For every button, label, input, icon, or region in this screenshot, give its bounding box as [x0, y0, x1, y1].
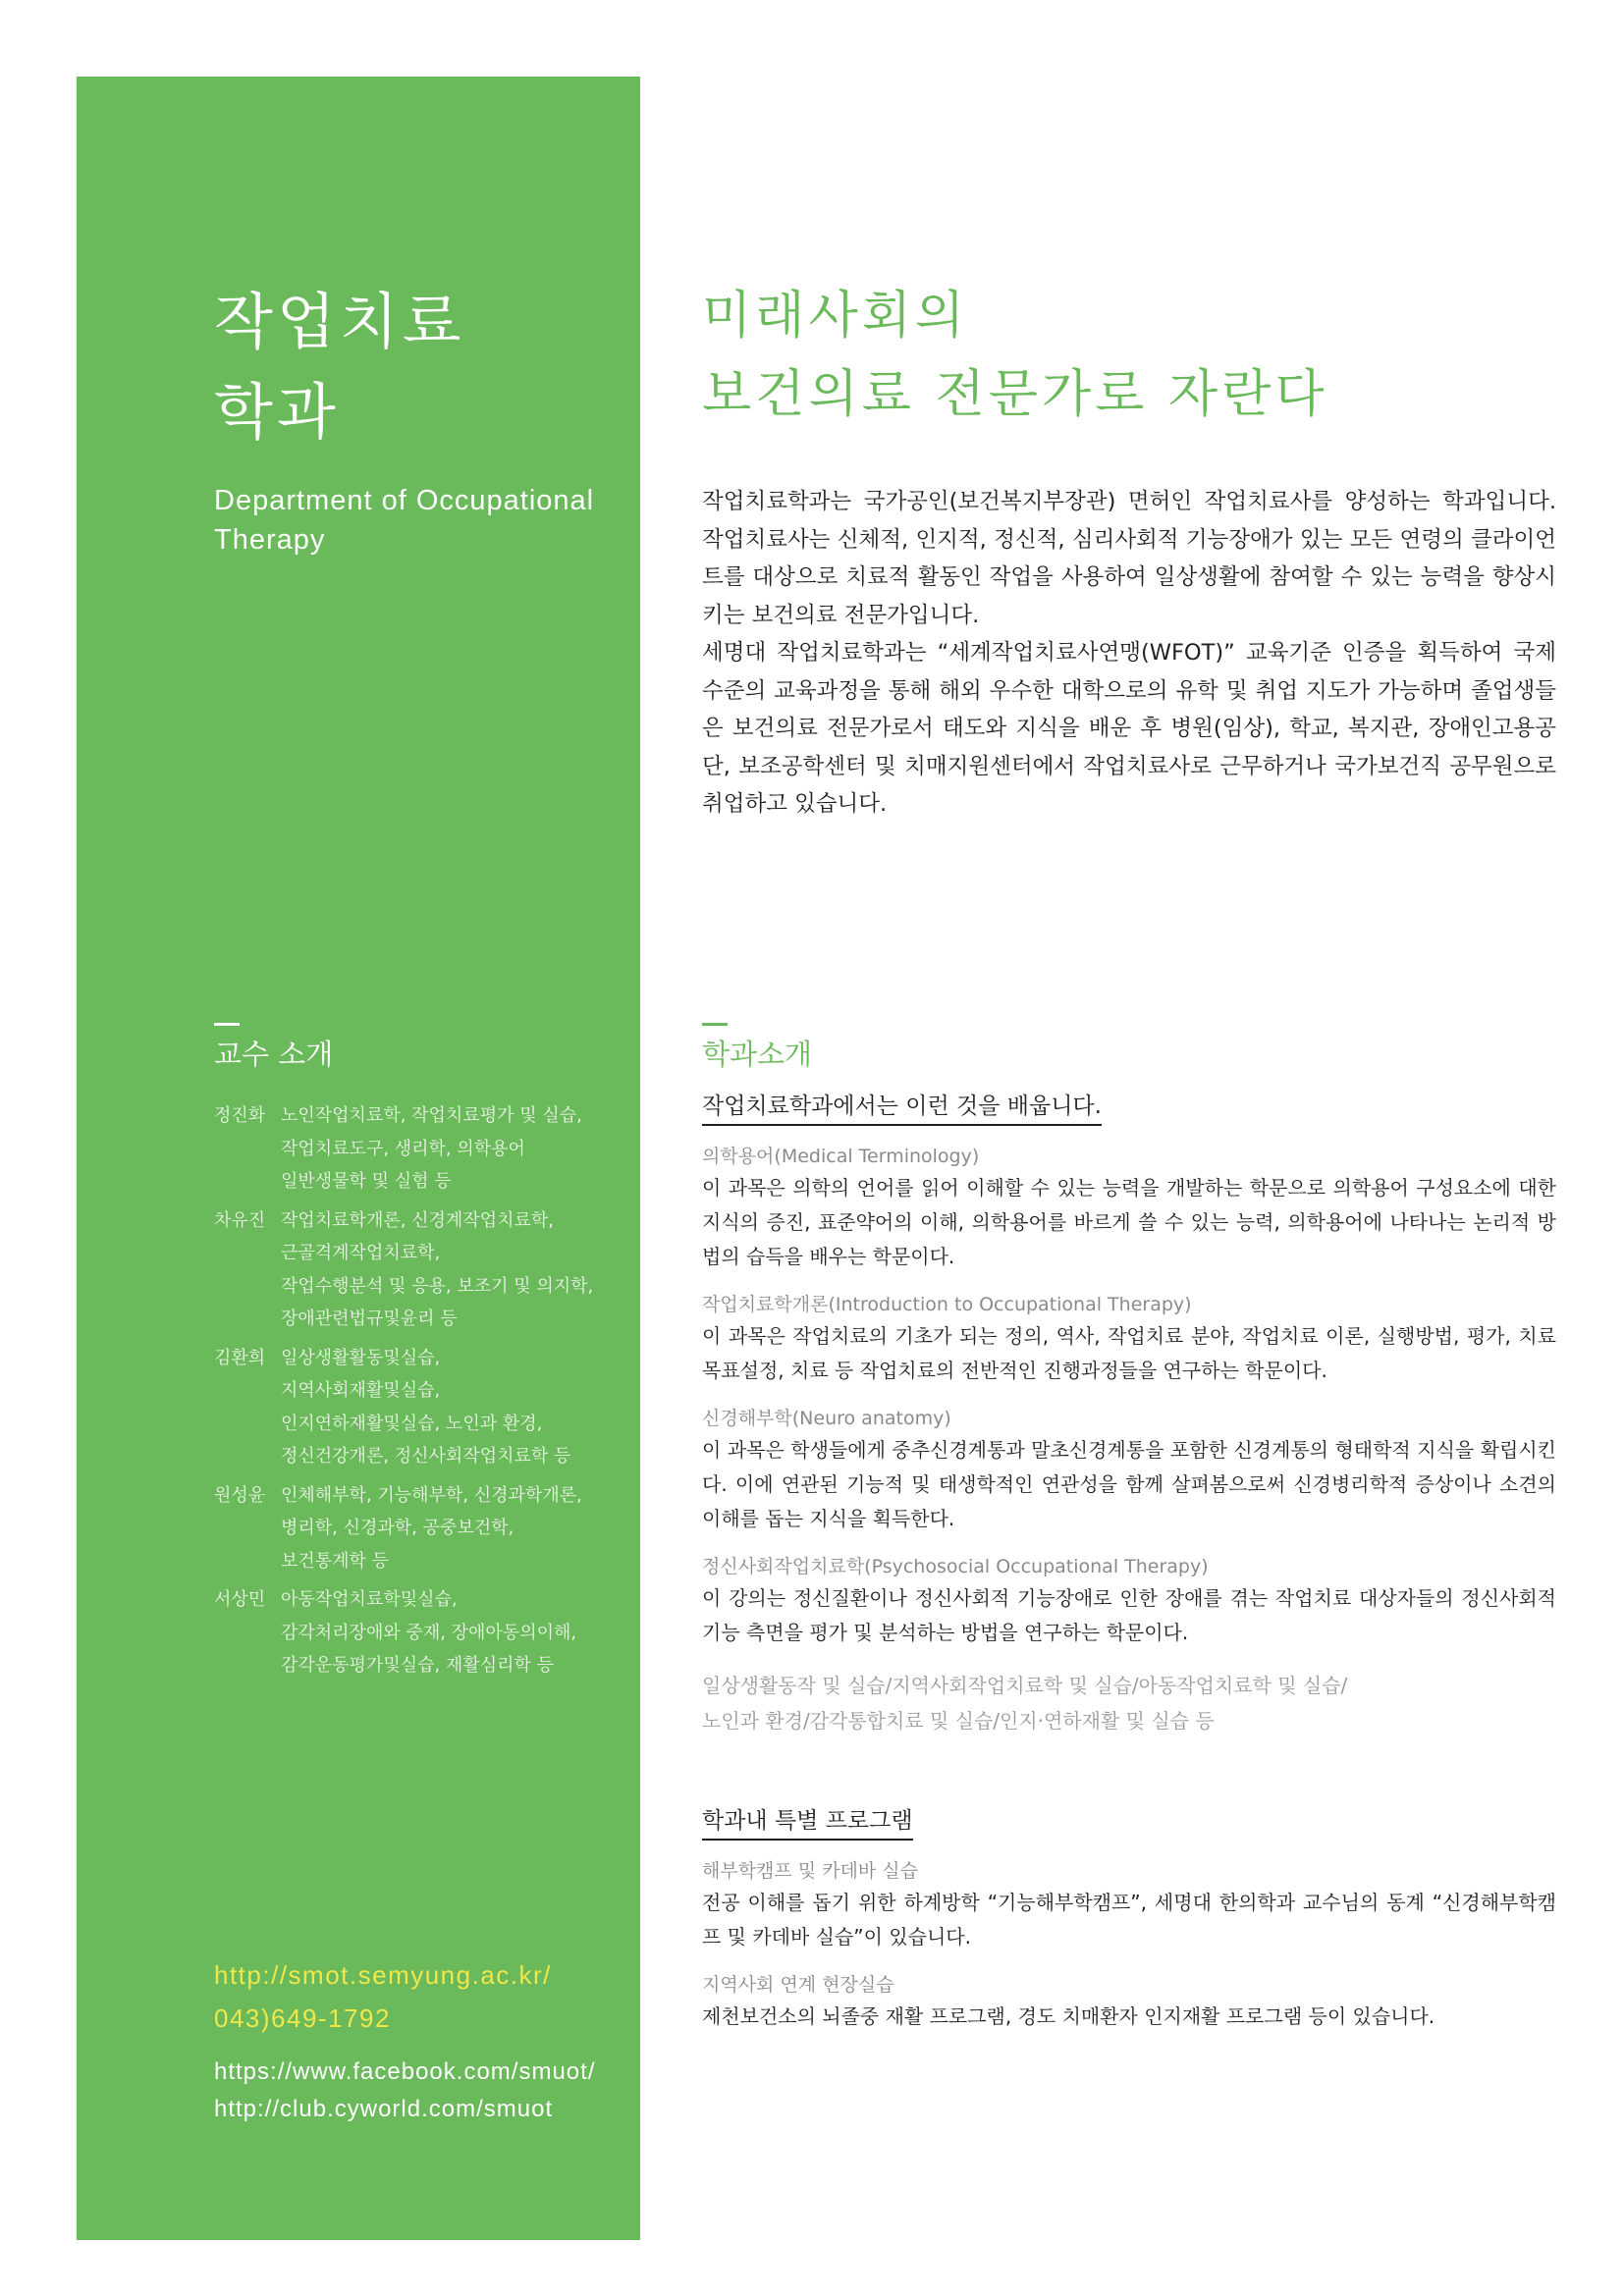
faculty-course-line: 일상생활활동및실습, [281, 1347, 441, 1368]
course-item [702, 1404, 1556, 1536]
faculty-member [214, 1204, 646, 1336]
additional-courses [702, 1668, 1556, 1738]
faculty-course-line: 아동작업치료학및실습, [281, 1589, 458, 1610]
website-link[interactable]: http://smot.semyung.ac.kr/ [214, 1960, 552, 1990]
course-title: 작업치료학개론(Introduction to Occupational Therapy) [702, 1294, 1192, 1315]
faculty-courses [281, 1342, 646, 1473]
program-title: 지역사회 연계 현장실습 [702, 1974, 894, 1996]
faculty-courses [281, 1583, 646, 1682]
faculty-name: 김환희 [214, 1347, 266, 1368]
faculty-course-line: 감각운동평가및실습, 재활심리학 등 [281, 1655, 554, 1676]
course-description: 이 과목은 학생들에게 중추신경계통과 말초신경계통을 포함한 신경계통의 형태학적 지식을 확립시킨다. 이에 연관된 기능적 및 태생학적인 연관성을 함께 살펴봄으로써 신경병리학적 증상이나 소견의 이해를 돕는 지식을 획득한다. [702, 1438, 1556, 1530]
course-title: 정신사회작업치료학(Psychosocial Occupational Therapy) [702, 1556, 1209, 1577]
special-programs-heading: 학과내 특별 프로그램 [702, 1806, 913, 1841]
tagline-line: 미래사회의 [702, 287, 969, 346]
faculty-member [214, 1479, 646, 1578]
contact-spacer [214, 2040, 646, 2054]
faculty-course-line: 근골격계작업치료학, [281, 1243, 441, 1263]
department-title [214, 277, 465, 457]
department-section-accent-bar [702, 1023, 728, 1026]
course-description: 이 과목은 의학의 언어를 읽어 이해할 수 있는 능력을 개발하는 학문으로 의학용어 구성요소에 대한 지식의 증진, 표준약어의 이해, 의학용어를 바르게 쓸 수 있는 능력, 의학용어에 나타나는 논리적 방법의 습득을 배우는 학문이다. [702, 1176, 1556, 1268]
curriculum-heading: 작업치료학과에서는 이런 것을 배웁니다. [702, 1092, 1102, 1126]
additional-courses-line: 노인과 환경/감각통합치료 및 실습/인지·연하재활 및 실습 등 [702, 1709, 1215, 1733]
faculty-course-line: 감각처리장애와 중재, 장애아동의이해, [281, 1622, 577, 1643]
faculty-member [214, 1583, 646, 1682]
intro-paragraph: 세명대 작업치료학과는 “세계작업치료사연맹(WFOT)” 교육기준 인증을 획득하여 국제 수준의 교육과정을 통해 해외 우수한 대학으로의 유학 및 취업 지도가 가능하며 졸업생들은 보건의료 전문가로서 태도와 지식을 배운 후 병원(임상), 학교, 복지관, 장애인고용공단, 보조공학센터 및 치매지원센터에서 작업치료사로 근무하거나 국가보건직 공무원으로 취업하고 있습니다. [702, 640, 1556, 817]
program-description: 전공 이해를 돕기 위한 하계방학 “기능해부학캠프”, 세명대 한의학과 교수님의 동계 “신경해부학캠프 및 카데바 실습”이 있습니다. [702, 1891, 1556, 1949]
tagline-line: 보건의료 전문가로 자란다 [702, 365, 1328, 424]
faculty-course-line: 작업치료학개론, 신경계작업치료학, [281, 1209, 554, 1231]
faculty-course-line: 병리학, 신경과학, 공중보건학, [281, 1518, 514, 1538]
faculty-course-line: 일반생물학 및 실험 등 [281, 1171, 452, 1192]
faculty-name: 서상민 [214, 1589, 266, 1610]
department-title-line: 작업치료 [214, 286, 465, 357]
cyworld-link[interactable]: http://club.cyworld.com/smuot [214, 2096, 554, 2122]
faculty-course-line: 지역사회재활및실습, [281, 1380, 441, 1401]
faculty-course-line: 인체해부학, 기능해부학, 신경과학개론, [281, 1484, 582, 1506]
course-description: 이 과목은 작업치료의 기초가 되는 정의, 역사, 작업치료 분야, 작업치료 이론, 실행방법, 평가, 치료목표설정, 치료 등 작업치료의 전반적인 진행과정들을 연구하는 학문이다. [702, 1324, 1556, 1382]
faculty-name: 차유진 [214, 1209, 266, 1231]
faculty-courses [281, 1204, 646, 1336]
faculty-list [214, 1099, 646, 1688]
faculty-course-line: 보건통계학 등 [281, 1550, 390, 1572]
faculty-course-line: 작업수행분석 및 응용, 보조기 및 의지학, [281, 1275, 594, 1297]
program-description: 제천보건소의 뇌졸중 재활 프로그램, 경도 치매환자 인지재활 프로그램 등이 있습니다. [702, 2004, 1435, 2028]
program-item [702, 1970, 1556, 2034]
course-description: 이 강의는 정신질환이나 정신사회적 기능장애로 인한 장애를 겪는 작업치료 대상자들의 정신사회적 기능 측면을 평가 및 분석하는 방법을 연구하는 학문이다. [702, 1586, 1556, 1644]
program-title: 해부학캠프 및 카데바 실습 [702, 1860, 919, 1882]
tagline-heading [702, 277, 1328, 434]
course-title: 의학용어(Medical Terminology) [702, 1146, 980, 1167]
faculty-course-line: 장애관련법규및윤리 등 [281, 1308, 458, 1329]
faculty-name: 원성윤 [214, 1484, 266, 1506]
department-english-line: Therapy [214, 524, 326, 556]
faculty-section-accent-bar [214, 1023, 240, 1026]
course-item [702, 1290, 1556, 1388]
faculty-course-line: 정신건강개론, 정신사회작업치료학 등 [281, 1446, 571, 1467]
program-item [702, 1856, 1556, 1954]
intro-paragraph: 작업치료학과는 국가공인(보건복지부장관) 면허인 작업치료사를 양성하는 학과입니다. 작업치료사는 신체적, 인지적, 정신적, 심리사회적 기능장애가 있는 모든 연령의 클라이언트를 대상으로 치료적 활동인 작업을 사용하여 일상생활에 참여할 수 있는 능력을 향상시키는 보건의료 전문가입니다. [702, 489, 1556, 628]
faculty-member [214, 1099, 646, 1199]
contact-info [214, 1953, 646, 2128]
faculty-name: 정진화 [214, 1105, 266, 1126]
department-section-title: 학과소개 [702, 1038, 813, 1071]
curriculum-section [702, 1092, 1556, 1738]
department-english-line: Department of Occupational [214, 485, 595, 516]
faculty-course-line: 인지연하재활및실습, 노인과 환경, [281, 1413, 543, 1434]
course-item [702, 1552, 1556, 1650]
additional-courses-line: 일상생활동작 및 실습/지역사회작업치료학 및 실습/아동작업치료학 및 실습/ [702, 1674, 1348, 1697]
facebook-link[interactable]: https://www.facebook.com/smuot/ [214, 2058, 596, 2085]
faculty-courses [281, 1479, 646, 1578]
special-programs-section [702, 1806, 1556, 2034]
faculty-courses [281, 1099, 646, 1199]
faculty-member [214, 1342, 646, 1473]
faculty-course-line: 작업치료도구, 생리학, 의학용어 [281, 1138, 525, 1159]
department-title-line: 학과 [214, 376, 340, 448]
phone-number: 043)649-1792 [214, 2003, 391, 2033]
course-item [702, 1142, 1556, 1274]
faculty-section-title: 교수 소개 [214, 1038, 334, 1071]
faculty-course-line: 노인작업치료학, 작업치료평가 및 실습, [281, 1105, 582, 1126]
department-english-name [214, 481, 646, 560]
course-title: 신경해부학(Neuro anatomy) [702, 1408, 951, 1429]
intro-text [702, 483, 1556, 824]
